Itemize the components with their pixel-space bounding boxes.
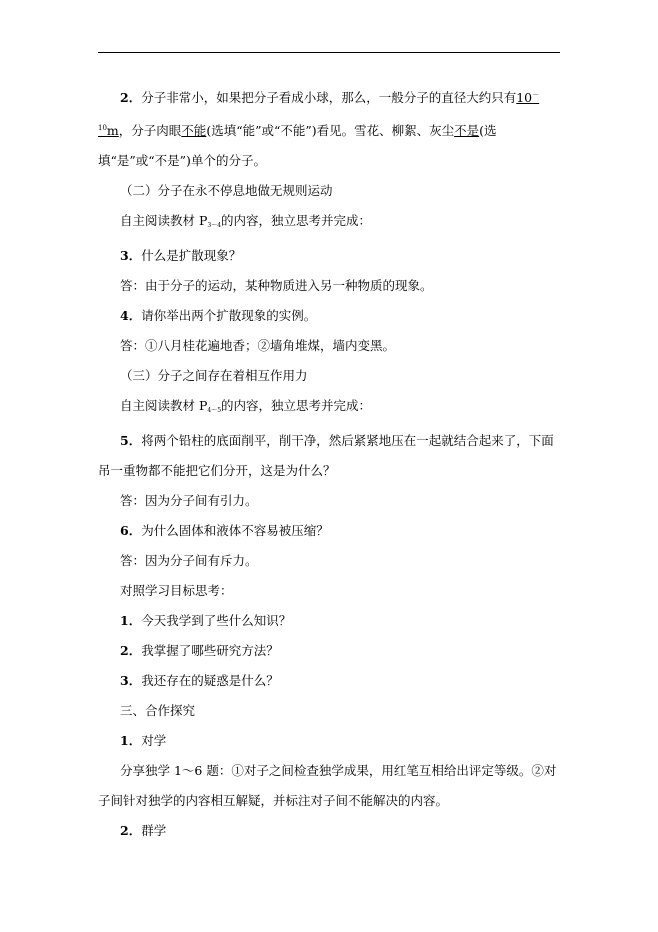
- reading-text: 的内容，独立思考并完成：: [221, 398, 372, 413]
- reading-instruction: [98, 206, 560, 241]
- question-text: ，分子肉眼: [118, 123, 182, 138]
- question-text: 将两个铅柱的底面削平，削干净，然后紧紧地压在一起就结合起来了，下面吊一重物都不能把它们分开，这是为什么？: [98, 433, 554, 478]
- question-text: (选填“是”或“不是”)单个的分子。: [98, 123, 497, 168]
- question-text: 为什么固体和液体不容易被压缩？: [141, 523, 329, 538]
- answer-blank: 不能: [181, 123, 207, 138]
- item-number: 1．: [120, 613, 142, 628]
- question-4: [98, 301, 560, 331]
- section-heading: （三）分子之间存在着相互作用力: [120, 368, 308, 383]
- reading-instruction: [98, 391, 560, 426]
- question-3: [98, 241, 560, 271]
- question-number: 2．: [120, 90, 142, 105]
- page-range: 4～5: [207, 407, 222, 414]
- answer-5: 答：因为分子间有引力。: [120, 493, 258, 508]
- section-heading: 三、合作探究: [120, 703, 196, 718]
- item-number: 2．: [120, 643, 142, 658]
- answer-6: 答：因为分子间有斥力。: [120, 553, 258, 568]
- section-heading: （二）分子在永不停息地做无规则运动: [120, 183, 333, 198]
- question-number: 6．: [120, 523, 142, 538]
- pair-study-instructions: 分享独学 1～6 题：①对子之间检查独学成果，用红笔互相给出评定等级。②对子间针对独学的内容相互解疑，并标注对子间不能解决的内容。: [98, 763, 557, 808]
- question-5: [98, 426, 560, 486]
- subsection-number: 2．: [120, 823, 142, 838]
- reflection-item: [98, 636, 560, 666]
- subsection-title: [98, 726, 560, 756]
- header-rule: [98, 52, 560, 53]
- subsection-number: 1．: [120, 733, 142, 748]
- item-text: 今天我学到了些什么知识？: [141, 613, 292, 628]
- answer-unit: m: [106, 123, 119, 138]
- answer-3: 答：由于分子的运动，某种物质进入另一种物质的现象。: [120, 278, 433, 293]
- page-range: 3～4: [207, 222, 222, 229]
- subsection-title: [98, 816, 560, 846]
- answer-base: 10: [516, 90, 533, 105]
- question-number: 4．: [120, 308, 142, 323]
- reflection-item: [98, 606, 560, 636]
- reading-text: 自主阅读教材 P: [120, 398, 208, 413]
- reflection-heading: 对照学习目标思考：: [120, 583, 233, 598]
- answer-4: 答：①八月桂花遍地香；②墙角堆煤，墙内变黑。: [120, 338, 396, 353]
- question-number: 3．: [120, 248, 142, 263]
- answer-exponent: －10: [98, 91, 540, 132]
- reading-text: 自主阅读教材 P: [120, 213, 208, 228]
- question-number: 5．: [120, 433, 142, 448]
- answer-blank: 不是: [454, 123, 480, 138]
- question-text: 请你举出两个扩散现象的实例。: [141, 308, 317, 323]
- question-text: (选填“能”或“不能”)看见。雪花、柳絮、灰尘: [206, 123, 455, 138]
- question-6: [98, 516, 560, 546]
- reflection-item: [98, 666, 560, 696]
- item-text: 我掌握了哪些研究方法？: [141, 643, 279, 658]
- question-text: 分子非常小，如果把分子看成小球，那么，一般分子的直径大约只有: [141, 90, 517, 105]
- item-number: 3．: [120, 673, 142, 688]
- question-text: 什么是扩散现象？: [141, 248, 242, 263]
- question-2: [98, 80, 560, 176]
- page-content: [98, 80, 560, 846]
- subsection-text: 对学: [141, 733, 167, 748]
- reading-text: 的内容，独立思考并完成：: [221, 213, 372, 228]
- subsection-text: 群学: [141, 823, 167, 838]
- item-text: 我还存在的疑惑是什么？: [141, 673, 279, 688]
